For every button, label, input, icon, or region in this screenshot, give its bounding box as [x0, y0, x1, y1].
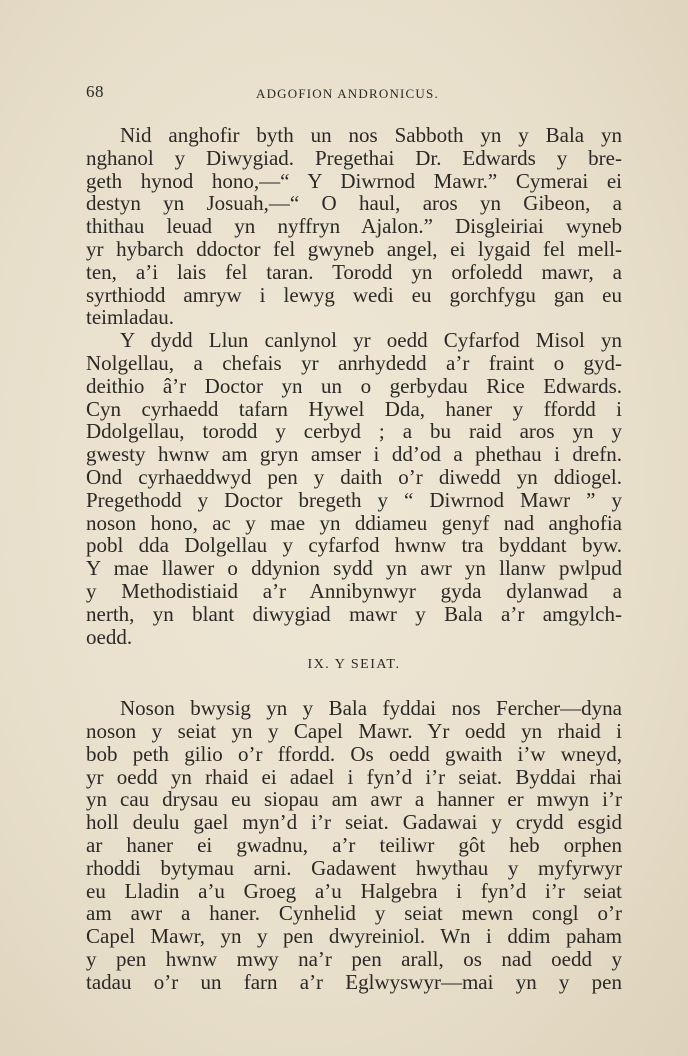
text-line: nghanol y Diwygiad. Pregethai Dr. Edwards y bre- — [86, 145, 622, 170]
text-line: eu Lladin a’u Groeg a’u Halgebra i fyn’d i’r seiat — [86, 878, 622, 903]
text-line: noson y seiat yn y Capel Mawr. Yr oedd yn rhaid i — [86, 718, 622, 743]
text-line: Y mae llawer o ddynion sydd yn awr yn llanw pwlpud — [86, 556, 622, 581]
text-line: destyn yn Josuah,—“ O haul, aros yn Gibeon, a — [86, 191, 622, 216]
text-line: Y dydd Llun canlynol yr oedd Cyfarfod Misol yn — [120, 328, 622, 353]
paragraph-1 — [86, 124, 622, 329]
text-line: Nid anghofir byth un nos Sabboth yn y Bala yn — [120, 123, 622, 147]
text-line: rhoddi bytymau arni. Gadawent hwythau y myfyrwyr — [86, 855, 622, 880]
text-line: nerth, yn blant diwygiad mawr y Bala a’r amgylch- — [86, 601, 622, 626]
text-line: noson hono, ac y mae yn ddiameu genyf nad anghofia — [86, 510, 622, 535]
text-line: deithio â’r Doctor yn un o gerbydau Rice Edwards. — [86, 373, 622, 398]
text-line: holl deulu gael myn’d i’r seiat. Gadawai y crydd esgid — [86, 810, 622, 835]
text-line: Ddolgellau, torodd y cerbyd ; a bu raid aros yn y — [86, 419, 622, 444]
text-line: ten, a’i lais fel taran. Torodd yn orfoledd mawr, a — [86, 259, 622, 284]
text-line: Pregethodd y Doctor bregeth y “ Diwrnod Mawr ” y — [86, 487, 622, 512]
text-line: Ond cyrhaeddwyd pen y daith o’r diwedd yn ddiogel. — [86, 464, 622, 489]
text-line: tadau o’r un farn a’r Eglwyswyr—mai yn y pen — [86, 969, 622, 994]
paragraph-2 — [86, 329, 622, 648]
text-line: Capel Mawr, yn y pen dwyreiniol. Wn i ddim paham — [86, 924, 622, 949]
section-heading: IX. Y SEIAT. — [307, 657, 401, 673]
page-number: 68 — [86, 82, 104, 101]
text-line: Cyn cyrhaedd tafarn Hywel Dda, haner y ffordd i — [86, 396, 622, 421]
text-block — [86, 124, 622, 993]
text-line: thithau leuad yn nyffryn Ajalon.” Disgleiriai wyneb — [86, 214, 622, 239]
text-line: Noson bwysig yn y Bala fyddai nos Fercher—dyna — [120, 696, 622, 721]
text-line: syrthiodd amryw i lewyg wedi eu gorchfygu gan eu — [86, 282, 622, 307]
text-line: y pen hwnw mwy na’r pen arall, os nad oedd y — [86, 946, 622, 971]
text-line: yn cau drysau eu siopau am awr a hanner er mwyn i’r — [86, 787, 622, 812]
text-line: ar haner ei gwadnu, a’r teiliwr gôt heb orphen — [86, 832, 622, 857]
text-line: oedd. — [86, 624, 133, 649]
text-line: geth hynod hono,—“ Y Diwrnod Mawr.” Cymerai ei — [86, 168, 622, 193]
text-line: y Methodistiaid a’r Annibynwyr gyda dylanwad a — [86, 578, 622, 603]
text-line: yr hybarch ddoctor fel gwyneb angel, ei lygaid fel mell- — [86, 236, 622, 261]
text-line: teimladau. — [86, 305, 175, 330]
text-line: yr oedd yn rhaid ei adael i fyn’d i’r seiat. Byddai rhai — [86, 764, 622, 789]
text-line: pobl dda Dolgellau y cyfarfod hwnw tra byddant byw. — [86, 533, 622, 558]
paragraph-3 — [86, 697, 622, 993]
text-line: bob peth gilio o’r ffordd. Os oedd gwaith i’w wneyd, — [86, 741, 622, 766]
running-head: ADGOFION ANDRONICUS. — [256, 86, 439, 101]
text-line: am awr a haner. Cynhelid y seiat mewn congl o’r — [86, 901, 622, 926]
text-line: Nolgellau, a chefais yr anrhydedd a’r fraint o gyd- — [86, 350, 622, 375]
text-line: gwesty hwnw am gryn amser i dd’od a phethau i drefn. — [86, 442, 622, 467]
